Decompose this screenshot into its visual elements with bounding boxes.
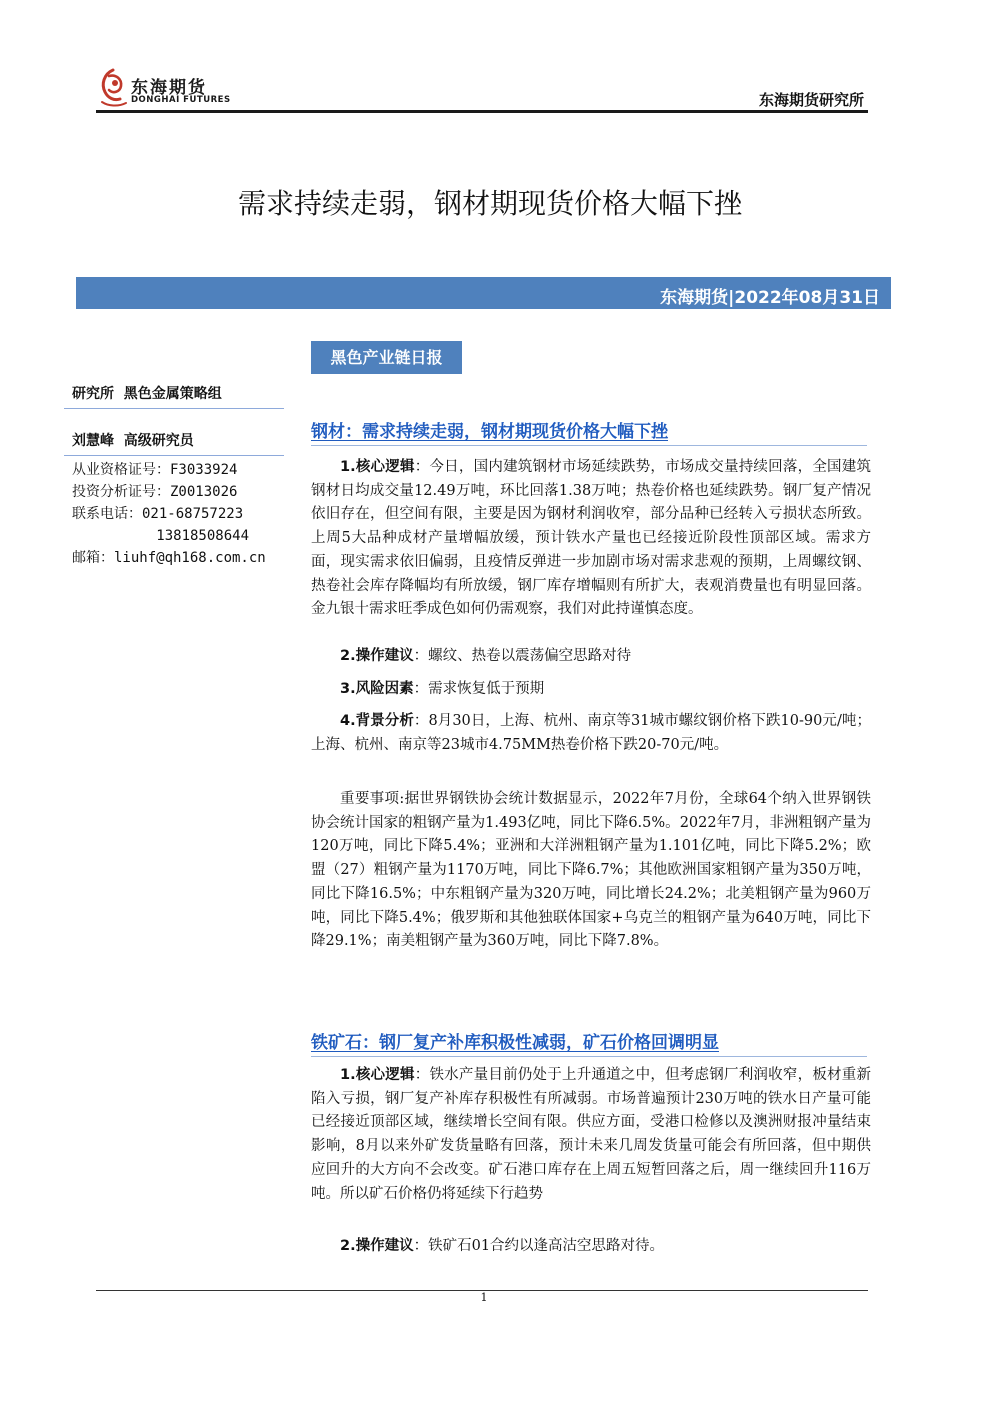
logo-en-text: DONGHAI FUTURES [131,95,231,105]
paragraph-text: ：今日，国内建筑钢材市场延续跌势，市场成交量持续回落，全国建筑钢材日均成交量12.49万吨，环比回落1.38万吨；热卷价格也延续跌势。钢厂复产情况依旧存在，但空间有限，主要是因为钢材利润收窄，部分品种已经转入亏损状态所致。上周5大品种成材产量增幅放缓，预计铁水产量也已经接近阶段性顶部区域。需求方面，现实需求依旧偏弱，且疫情反弹进一步加剧市场对需求悲观的预期，上周螺纹钢、热卷社会库存降幅均有所放缓，钢厂库存增幅则有所扩大，表观消费量也有明显回落。金九银十需求旺季成色如何仍需观察，我们对此持谨慎态度。 [311,459,871,618]
sidebar-divider [64,455,284,456]
section-divider [311,445,867,446]
iron-ore-operation-advice [311,1235,871,1259]
sidebar-qualification: 从业资格证号：F3033924 [72,462,238,478]
paragraph-label: 2.操作建议 [340,648,414,664]
sidebar-email: 邮箱：liuhf@qh168.com.cn [72,550,266,566]
sidebar-author: 刘慧峰 高级研究员 [72,433,194,449]
paragraph-text: ：螺纹、热卷以震荡偏空思路对待 [413,648,632,664]
paragraph-label: 2.操作建议 [340,1238,414,1254]
steel-background [311,710,871,757]
sidebar-group: 研究所 黑色金属策略组 [72,386,222,402]
page-number: 1 [480,1291,488,1304]
date-banner-text: 东海期货|2022年08月31日 [660,288,880,308]
section-heading-iron-ore: 铁矿石：钢厂复产补库积极性减弱，矿石价格回调明显 [311,1033,719,1053]
sidebar-mobile: 13818508644 [72,528,250,544]
document-title: 需求持续走弱，钢材期现货价格大幅下挫 [237,187,742,220]
header-divider [96,110,868,113]
paragraph-label: 1.核心逻辑 [340,1067,415,1083]
steel-risk-factors [311,678,871,702]
paragraph-text: 重要事项:据世界钢铁协会统计数据显示，2022年7月份，全球64个纳入世界钢铁协会统计国家的粗钢产量为1.493亿吨，同比下降6.5%。2022年7月，非洲粗钢产量为120万吨，同比下降5.4%；亚洲和大洋洲粗钢产量为1.101亿吨，同比下降5.2%；欧盟（27）粗钢产量为1170万吨，同比下降6.7%；其他欧洲国家粗钢产量为350万吨，同比下降16.5%；中东粗钢产量为320万吨，同比增长24.2%；北美粗钢产量为960万吨，同比下降5.4%；俄罗斯和其他独联体国家+乌克兰的粗钢产量为640万吨，同比下降29.1%；南美粗钢产量为360万吨，同比下降7.8%。 [311,791,871,950]
paragraph-label: 3.风险因素 [340,681,414,697]
institute-name: 东海期货研究所 [758,91,864,109]
section-heading-steel: 钢材：需求持续走弱，钢材期现货价格大幅下挫 [311,422,668,442]
paragraph-label: 1.核心逻辑 [340,459,415,475]
donghai-logo-icon [96,66,130,110]
paragraph-text: ：需求恢复低于预期 [413,681,545,697]
steel-key-events [311,788,871,954]
section-divider [311,1056,867,1057]
report-category-label: 黑色产业链日报 [311,341,462,374]
paragraph-text: ：铁水产量目前仍处于上升通道之中，但考虑钢厂利润收窄，板材重新陷入亏损，钢厂复产补库存积极性有所减弱。市场普遍预计230万吨的铁水日产量可能已经接近顶部区域，继续增长空间有限。供应方面，受港口检修以及澳洲财报冲量结束影响，8月以来外矿发货量略有回落，预计未来几周发货量可能会有所回落，但中期供应回升的大方向不会改变。矿石港口库存在上周五短暂回落之后，周一继续回升116万吨。所以矿石价格仍将延续下行趋势 [311,1067,871,1202]
paragraph-text: ：8月30日，上海、杭州、南京等31城市螺纹钢价格下跌10-90元/吨；上海、杭州、南京等23城市4.75MM热卷价格下跌20-70元/吨。 [311,713,871,753]
paragraph-text: ：铁矿石01合约以逢高沽空思路对待。 [413,1238,665,1254]
iron-ore-core-logic [311,1064,871,1206]
steel-core-logic [311,456,871,622]
paragraph-label: 4.背景分析 [340,713,414,729]
steel-operation-advice [311,645,871,669]
donghai-logo [96,66,236,110]
logo-cn-text: 东海期货 [131,78,207,98]
sidebar-analyst-cert: 投资分析证号：Z0013026 [72,484,238,500]
sidebar-phone: 联系电话：021-68757223 [72,506,244,522]
sidebar-divider [64,408,284,409]
